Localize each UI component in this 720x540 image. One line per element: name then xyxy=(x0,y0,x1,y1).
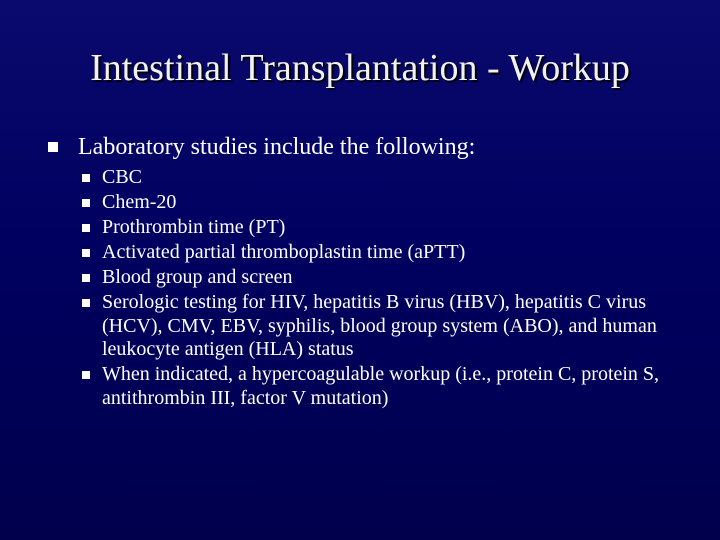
intro-text: Laboratory studies include the following: xyxy=(78,134,476,160)
list-item xyxy=(82,363,682,410)
square-bullet-icon xyxy=(82,174,90,182)
square-bullet-icon xyxy=(82,371,90,379)
list-item-text: Blood group and screen xyxy=(102,266,293,288)
slide-title: Intestinal Transplantation - Workup xyxy=(90,47,630,89)
square-bullet-icon xyxy=(48,142,58,152)
intro-bullet-line xyxy=(48,133,688,161)
list-item-text: When indicated, a hypercoagulable workup (i.e., protein C, protein S, antithrombin III, factor V mutation) xyxy=(102,363,660,409)
list-item-text: Prothrombin time (PT) xyxy=(102,216,286,238)
square-bullet-icon xyxy=(82,249,90,257)
list-item-text: CBC xyxy=(102,166,143,188)
list-item-text: Chem-20 xyxy=(102,191,177,213)
list-item-text: Activated partial thromboplastin time (aPTT) xyxy=(102,241,466,263)
list-item xyxy=(82,216,682,240)
square-bullet-icon xyxy=(82,299,90,307)
list-item xyxy=(82,266,682,290)
list-item xyxy=(82,291,682,362)
list-item xyxy=(82,191,682,215)
list-item xyxy=(82,241,682,265)
list-item xyxy=(82,166,682,190)
lab-studies-list xyxy=(82,166,682,412)
square-bullet-icon xyxy=(82,274,90,282)
list-item-text: Serologic testing for HIV, hepatitis B virus (HBV), hepatitis C virus (HCV), CMV, EBV, syphilis, blood group system (ABO), and human leukocyte antigen (HLA) status xyxy=(102,291,657,360)
square-bullet-icon xyxy=(82,224,90,232)
square-bullet-icon xyxy=(82,199,90,207)
